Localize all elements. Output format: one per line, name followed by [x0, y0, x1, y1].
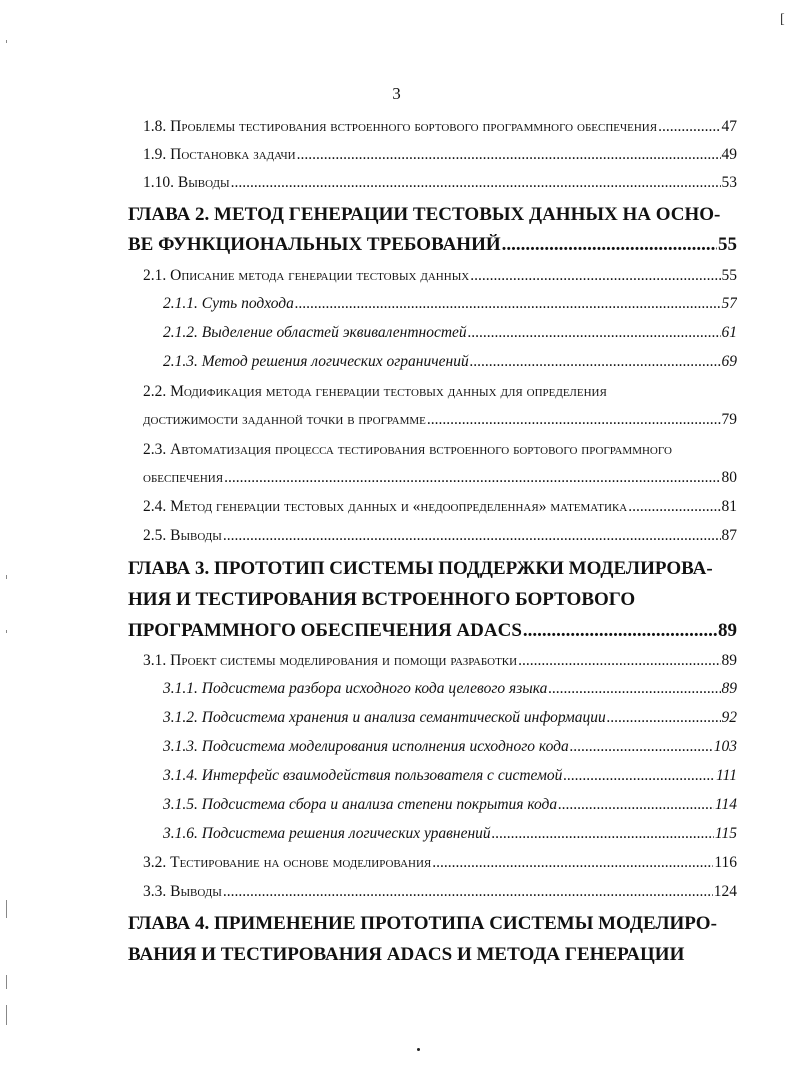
- toc-entry-title: обеспечения: [143, 469, 224, 486]
- toc-entry-1-10[interactable]: [143, 174, 737, 192]
- toc-leader-dots: [468, 324, 721, 342]
- toc-leader-dots: [518, 652, 720, 670]
- toc-entry-title: ПРОГРАММНОГО ОБЕСПЕЧЕНИЯ ADACS: [128, 620, 522, 641]
- toc-entry-title: 3.1.6. Подсистема решения логических уравнений: [163, 825, 491, 842]
- toc-entry-page: 61: [721, 324, 737, 341]
- toc-leader-dots: [295, 295, 721, 313]
- toc-entry-title: 3.1.4. Интерфейс взаимодействия пользователя с системой: [163, 767, 563, 784]
- toc-entry-title: 3.3. Выводы: [143, 883, 222, 900]
- toc-entry-title: 2.5. Выводы: [143, 527, 222, 544]
- toc-entry-page: 49: [721, 146, 737, 163]
- toc-leader-dots: [492, 825, 714, 843]
- toc-entry-3-1-5[interactable]: [163, 796, 737, 814]
- toc-leader-dots: [523, 620, 717, 642]
- toc-entry-title: 3.2. Тестирование на основе моделирования: [143, 854, 432, 871]
- toc-entry-title: 3.1.5. Подсистема сбора и анализа степени покрытия кода: [163, 796, 558, 813]
- toc-entry-page: 115: [714, 825, 737, 842]
- toc-entry-page: 53: [721, 174, 737, 191]
- toc-entry-page: 69: [721, 353, 737, 370]
- toc-entry-title: 2.1.2. Выделение областей эквивалентностей: [163, 324, 467, 341]
- toc-chapter-2[interactable]: [128, 234, 737, 256]
- toc-entry-page: 92: [721, 709, 737, 726]
- toc-leader-dots: [607, 709, 721, 727]
- toc-entry-2-2[interactable]: [143, 411, 737, 429]
- toc-chapter-3-heading-line2: НИЯ И ТЕСТИРОВАНИЯ ВСТРОЕННОГО БОРТОВОГО: [128, 589, 636, 610]
- toc-entry-3-2[interactable]: [143, 854, 737, 872]
- toc-entry-title: 3.1.3. Подсистема моделирования исполнения исходного кода: [163, 738, 569, 755]
- toc-entry-3-1-3[interactable]: [163, 738, 737, 756]
- toc-entry-2-1-2[interactable]: [163, 324, 737, 342]
- toc-leader-dots: [224, 469, 720, 487]
- toc-entry-page: 55: [721, 267, 737, 284]
- toc-entry-page: 57: [721, 295, 737, 312]
- toc-entry-page: 89: [721, 652, 737, 669]
- toc-entry-page: 89: [721, 680, 737, 697]
- toc-entry-3-1-4[interactable]: [163, 767, 737, 785]
- scan-margin-speck: [6, 1005, 7, 1025]
- toc-leader-dots: [502, 234, 717, 256]
- toc-entry-title: 1.9. Постановка задачи: [143, 146, 296, 163]
- toc-entry-2-3[interactable]: [143, 469, 737, 487]
- toc-entry-2-1-3[interactable]: [163, 353, 737, 371]
- toc-entry-page: 47: [721, 118, 737, 135]
- toc-entry-title: 2.4. Метод генерации тестовых данных и «недоопределенная» математика: [143, 498, 628, 515]
- toc-chapter-4-heading-line1[interactable]: ГЛАВА 4. ПРИМЕНЕНИЕ ПРОТОТИПА СИСТЕМЫ МОДЕЛИРО-: [128, 913, 717, 934]
- toc-entry-title: ВЕ ФУНКЦИОНАЛЬНЫХ ТРЕБОВАНИЙ: [128, 234, 501, 255]
- toc-leader-dots: [231, 174, 721, 192]
- toc-entry-3-1-2[interactable]: [163, 709, 737, 727]
- scan-margin-speck: [6, 630, 7, 633]
- toc-entry-page: 124: [713, 883, 737, 900]
- toc-entry-3-3[interactable]: [143, 883, 737, 901]
- page-number: 3: [392, 84, 401, 103]
- toc-entry-title: 2.1.3. Метод решения логических ограничений: [163, 353, 469, 370]
- toc-leader-dots: [223, 883, 713, 901]
- toc-leader-dots: [558, 796, 714, 814]
- toc-leader-dots: [563, 767, 715, 785]
- toc-entry-page: 103: [713, 738, 737, 755]
- scan-margin-speck: [6, 40, 7, 43]
- toc-entry-page: 114: [714, 796, 737, 813]
- toc-entry-title: 3.1.1. Подсистема разбора исходного кода целевого языка: [163, 680, 548, 697]
- toc-entry-title: 1.8. Проблемы тестирования встроенного бортового программного обеспечения: [143, 118, 658, 135]
- toc-chapter-3-heading-line1: ГЛАВА 3. ПРОТОТИП СИСТЕМЫ ПОДДЕРЖКИ МОДЕЛИРОВА-: [128, 558, 713, 579]
- toc-leader-dots: [658, 118, 720, 136]
- toc-leader-dots: [432, 854, 713, 872]
- toc-entry-page: 55: [718, 234, 737, 255]
- scan-margin-speck: [6, 975, 7, 989]
- toc-entry-3-1-1[interactable]: [163, 680, 737, 698]
- toc-entry-2-2-line1: 2.2. Модификация метода генерации тестовых данных для определения: [143, 383, 607, 400]
- toc-entry-title: 1.10. Выводы: [143, 174, 230, 191]
- toc-entry-page: 89: [718, 620, 737, 641]
- toc-leader-dots: [427, 411, 721, 429]
- toc-entry-1-8[interactable]: [143, 118, 737, 136]
- toc-leader-dots: [628, 498, 720, 516]
- toc-leader-dots: [570, 738, 713, 756]
- toc-leader-dots: [297, 146, 721, 164]
- toc-entry-page: 111: [716, 767, 737, 784]
- toc-entry-title: 2.1.1. Суть подхода: [163, 295, 294, 312]
- toc-entry-3-1-6[interactable]: [163, 825, 737, 843]
- toc-entry-page: 87: [721, 527, 737, 544]
- toc-entry-title: 2.1. Описание метода генерации тестовых данных: [143, 267, 470, 284]
- toc-chapter-3[interactable]: [128, 620, 737, 642]
- toc-entry-2-4[interactable]: [143, 498, 737, 516]
- toc-entry-title: 3.1.2. Подсистема хранения и анализа семантической информации: [163, 709, 606, 726]
- toc-entry-page: 80: [721, 469, 737, 486]
- toc-entry-page: 81: [721, 498, 737, 515]
- scan-edge-mark: [: [780, 12, 785, 27]
- toc-entry-page: 79: [721, 411, 737, 428]
- toc-entry-3-1[interactable]: [143, 652, 737, 670]
- toc-entry-1-9[interactable]: [143, 146, 737, 164]
- toc-chapter-2-heading-line1: ГЛАВА 2. МЕТОД ГЕНЕРАЦИИ ТЕСТОВЫХ ДАННЫХ НА ОСНО-: [128, 204, 721, 225]
- toc-chapter-4-heading-line2[interactable]: ВАНИЯ И ТЕСТИРОВАНИЯ ADACS И МЕТОДА ГЕНЕРАЦИИ: [128, 944, 685, 965]
- toc-entry-2-5[interactable]: [143, 527, 737, 545]
- scan-margin-speck: [6, 575, 7, 579]
- scan-bottom-dot: [417, 1048, 420, 1051]
- toc-entry-title: достижимости заданной точки в программе: [143, 411, 426, 428]
- toc-entry-title: 3.1. Проект системы моделирования и помощи разработки: [143, 652, 518, 669]
- toc-entry-2-1-1[interactable]: [163, 295, 737, 313]
- toc-leader-dots: [470, 267, 720, 285]
- toc-entry-2-1[interactable]: [143, 267, 737, 285]
- toc-leader-dots: [470, 353, 721, 371]
- toc-leader-dots: [223, 527, 721, 545]
- toc-entry-page: 116: [714, 854, 737, 871]
- toc-entry-2-3-line1: 2.3. Автоматизация процесса тестирования встроенного бортового программного: [143, 441, 672, 458]
- toc-leader-dots: [548, 680, 720, 698]
- scan-margin-speck: [6, 900, 7, 918]
